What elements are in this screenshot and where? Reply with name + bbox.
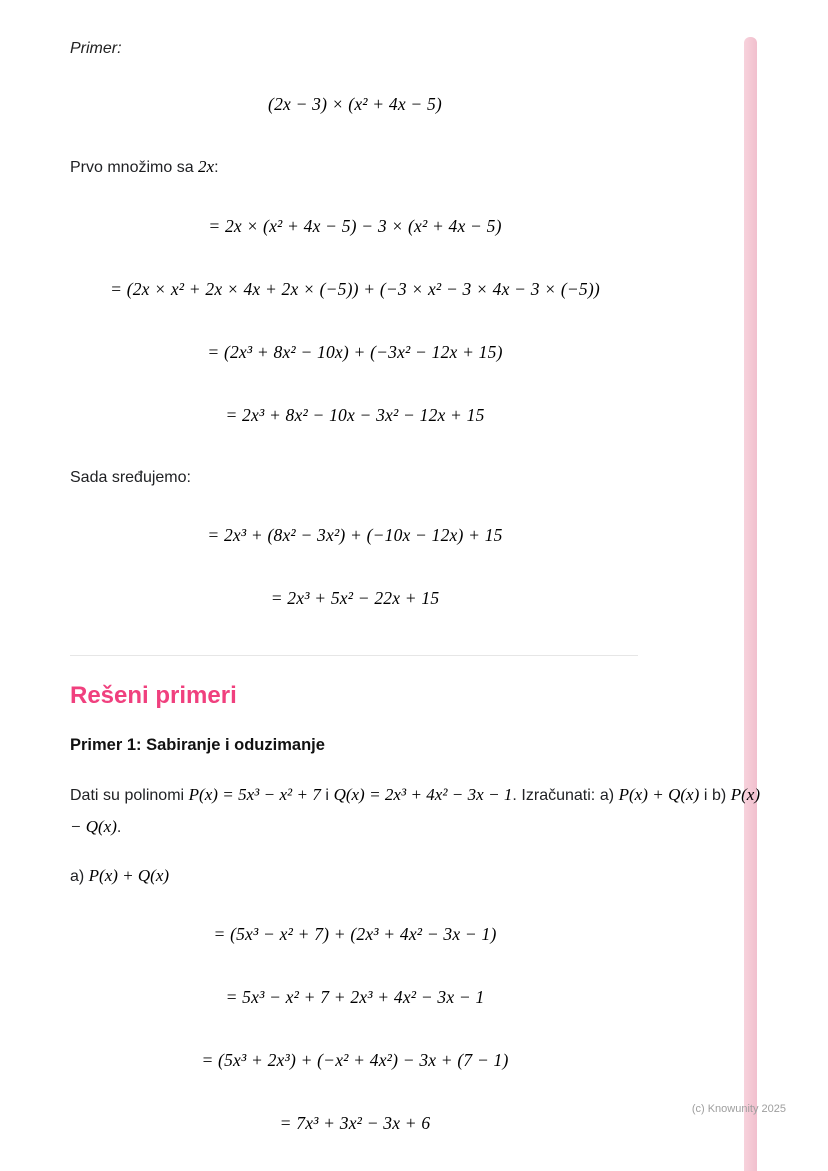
equation-solution-3: = (5x³ + 2x³) + (−x² + 4x²) − 3x + (7 − 1) bbox=[201, 1050, 509, 1071]
task-b-math: P(x) − Q(x) bbox=[70, 784, 761, 837]
problem-text-2: i bbox=[320, 786, 334, 804]
problem-text-3: . Izračunati: a) bbox=[512, 786, 619, 804]
equation-expand-1: = 2x × (x² + 4x − 5) − 3 × (x² + 4x − 5) bbox=[208, 215, 502, 236]
watermark: (c) Knowunity 2025 bbox=[691, 1103, 786, 1115]
polynomial-q: Q(x) = 2x³ + 4x² − 3x − 1 bbox=[333, 784, 513, 804]
part-a-prefix: a) bbox=[70, 867, 89, 885]
step1-prefix: Prvo množimo sa bbox=[70, 159, 199, 176]
problem-text-4: i b) bbox=[699, 786, 731, 804]
polynomial-p: P(x) = 5x³ − x² + 7 bbox=[188, 784, 321, 804]
step1-text bbox=[70, 155, 828, 180]
task-a-math: P(x) + Q(x) bbox=[618, 784, 700, 804]
problem-statement bbox=[70, 779, 760, 844]
equation-simplify-2: = 2x³ + 5x² − 22x + 15 bbox=[270, 587, 440, 608]
problem-text-1: Dati su polinomi bbox=[70, 786, 189, 804]
problem-text-5: . bbox=[116, 819, 122, 837]
section-heading: Rešeni primeri bbox=[70, 681, 237, 709]
part-a-math: P(x) + Q(x) bbox=[88, 865, 170, 885]
section-divider bbox=[70, 655, 638, 656]
equation-simplify-1: = 2x³ + (8x² − 3x²) + (−10x − 12x) + 15 bbox=[207, 524, 503, 545]
step1-math: 2x bbox=[198, 157, 215, 176]
equation-expand-3: = (2x³ + 8x² − 10x) + (−3x² − 12x + 15) bbox=[207, 341, 503, 362]
equation-expand-4: = 2x³ + 8x² − 10x − 3x² − 12x + 15 bbox=[225, 404, 485, 425]
step2-label: Sada sređujemo: bbox=[70, 468, 191, 486]
equation-expand-2: = (2x × x² + 2x × 4x + 2x × (−5)) + (−3 × x² − 3 × 4x − 3 × (−5)) bbox=[110, 278, 600, 299]
equation-product: (2x − 3) × (x² + 4x − 5) bbox=[268, 94, 442, 114]
part-a-line bbox=[70, 864, 828, 889]
example-label: Primer: bbox=[70, 40, 122, 57]
equation-solution-2: = 5x³ − x² + 7 + 2x³ + 4x² − 3x − 1 bbox=[225, 987, 485, 1008]
equation-solution-4: = 7x³ + 3x² − 3x + 6 bbox=[279, 1113, 431, 1134]
step1-suffix: : bbox=[214, 159, 219, 176]
equation-solution-1: = (5x³ − x² + 7) + (2x³ + 4x² − 3x − 1) bbox=[213, 924, 497, 945]
example1-heading: Primer 1: Sabiranje i oduzimanje bbox=[70, 735, 325, 754]
